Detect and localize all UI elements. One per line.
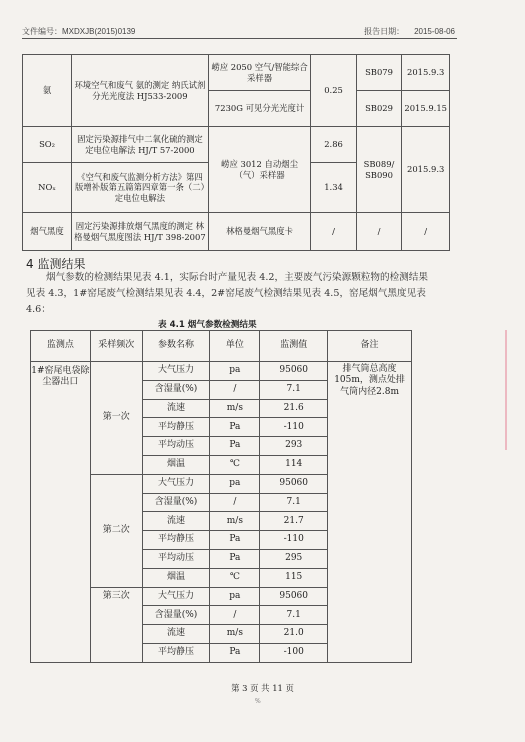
value: 95060	[260, 587, 328, 606]
param: 大气压力	[142, 587, 210, 606]
value: 114	[260, 455, 328, 474]
method-blackness: 固定污染源排放烟气黑度的测定 林格曼烟气黑度图法 HJ/T 398-2007	[72, 213, 209, 251]
header-point: 监测点	[31, 331, 91, 362]
header-note: 备注	[328, 331, 412, 362]
param: 平均动压	[142, 549, 210, 568]
item-blackness: 烟气黑度	[23, 213, 72, 251]
unit: /	[210, 606, 260, 625]
header-frequency: 采样频次	[90, 331, 142, 362]
limit-ammonia: 0.25	[311, 55, 356, 127]
value: 95060	[260, 362, 328, 381]
header-rule	[22, 38, 457, 39]
param: 流速	[142, 512, 210, 531]
unit: /	[210, 493, 260, 512]
method-ammonia: 环境空气和废气 氨的测定 纳氏试剂分光光度法 HJ533-2009	[72, 55, 209, 127]
header-unit: 单位	[210, 331, 260, 362]
date-sb089: 2015.9.3	[402, 127, 450, 213]
unit: ℃	[210, 455, 260, 474]
code-sb089: SB089/ SB090	[356, 127, 402, 213]
round-label: 第一次	[90, 362, 142, 475]
value: -100	[260, 643, 328, 662]
param: 含湿量(%)	[142, 606, 210, 625]
flue-gas-table	[30, 330, 412, 663]
method-table	[22, 54, 450, 251]
param: 含湿量(%)	[142, 493, 210, 512]
unit: Pa	[210, 549, 260, 568]
unit: Pa	[210, 418, 260, 437]
report-date-label: 报告日期：	[364, 27, 405, 36]
instrument-ringelmann: 林格曼烟气黑度卡	[208, 213, 311, 251]
limit-blackness: /	[311, 213, 356, 251]
unit: /	[210, 380, 260, 399]
method-so2: 固定污染源排气中二氧化硫的测定 定电位电解法 HJ/T 57-2000	[72, 127, 209, 163]
param: 烟温	[142, 455, 210, 474]
value: 7.1	[260, 380, 328, 399]
limit-so2: 2.86	[311, 127, 356, 163]
method-nox: 《空气和废气监测分析方法》第四版增补版第五篇第四章第一条（二）定电位电解法	[72, 163, 209, 213]
file-number: 文件编号：MXDXJB(2015)0139	[22, 27, 136, 36]
param: 烟温	[142, 568, 210, 587]
round-label: 第三次	[90, 587, 142, 662]
value: -110	[260, 418, 328, 437]
unit: m/s	[210, 512, 260, 531]
value: 115	[260, 568, 328, 587]
unit: Pa	[210, 437, 260, 456]
item-nox: NOₓ	[23, 163, 72, 213]
param: 大气压力	[142, 362, 210, 381]
param: 平均静压	[142, 643, 210, 662]
param: 大气压力	[142, 474, 210, 493]
table-caption: 表 4.1 烟气参数检测结果	[158, 320, 257, 330]
date-sb079: 2015.9.3	[402, 55, 450, 91]
param: 平均动压	[142, 437, 210, 456]
header-parameter: 参数名称	[142, 331, 210, 362]
page-number: 第 3 页 共 11 页	[231, 683, 294, 693]
footer-mark: %	[255, 698, 261, 705]
instrument-spectrophotometer: 7230G 可见分光光度计	[208, 91, 311, 127]
unit: pa	[210, 474, 260, 493]
section-title: 4 监测结果	[26, 257, 86, 271]
date-blackness: /	[402, 213, 450, 251]
report-date	[354, 26, 455, 37]
value: 21.6	[260, 399, 328, 418]
unit: m/s	[210, 625, 260, 644]
value: 293	[260, 437, 328, 456]
red-stamp-mark	[491, 330, 507, 450]
round-label: 第二次	[90, 474, 142, 587]
report-date-value: 2015-08-06	[414, 27, 455, 36]
item-ammonia: 氨	[23, 55, 72, 127]
code-sb029: SB029	[356, 91, 402, 127]
limit-nox: 1.34	[311, 163, 356, 213]
unit: Pa	[210, 531, 260, 550]
unit: m/s	[210, 399, 260, 418]
section-paragraph: 烟气参数的检测结果见表 4.1，实际台时产量见表 4.2，主要废气污染源颗粒物的检测结果见表 4.3，1#窑尾废气检测结果见表 4.4，2#窑尾废气检测结果见表 4.5，窑尾烟气黑度见表 4.6：	[26, 272, 428, 316]
date-sb029: 2015.9.15	[402, 91, 450, 127]
code-blackness: /	[356, 213, 402, 251]
value: 295	[260, 549, 328, 568]
instrument-sampler: 崂应 2050 空气/智能综合采样器	[208, 55, 311, 91]
value: 7.1	[260, 493, 328, 512]
param: 平均静压	[142, 531, 210, 550]
param: 流速	[142, 399, 210, 418]
value: 7.1	[260, 606, 328, 625]
value: 21.7	[260, 512, 328, 531]
monitoring-point: 1#窑尾电袋除尘器出口	[31, 362, 91, 663]
unit: ℃	[210, 568, 260, 587]
remarks: 排气筒总高度105m，测点处排气筒内径2.8m	[328, 362, 412, 663]
instrument-flue-sampler: 崂应 3012 自动烟尘（气）采样器	[208, 127, 311, 213]
param: 平均静压	[142, 418, 210, 437]
header-value: 监测值	[260, 331, 328, 362]
code-sb079: SB079	[356, 55, 402, 91]
value: 21.0	[260, 625, 328, 644]
unit: pa	[210, 587, 260, 606]
value: 95060	[260, 474, 328, 493]
unit: pa	[210, 362, 260, 381]
param: 流速	[142, 625, 210, 644]
unit: Pa	[210, 643, 260, 662]
value: -110	[260, 531, 328, 550]
param: 含湿量(%)	[142, 380, 210, 399]
item-so2: SO₂	[23, 127, 72, 163]
